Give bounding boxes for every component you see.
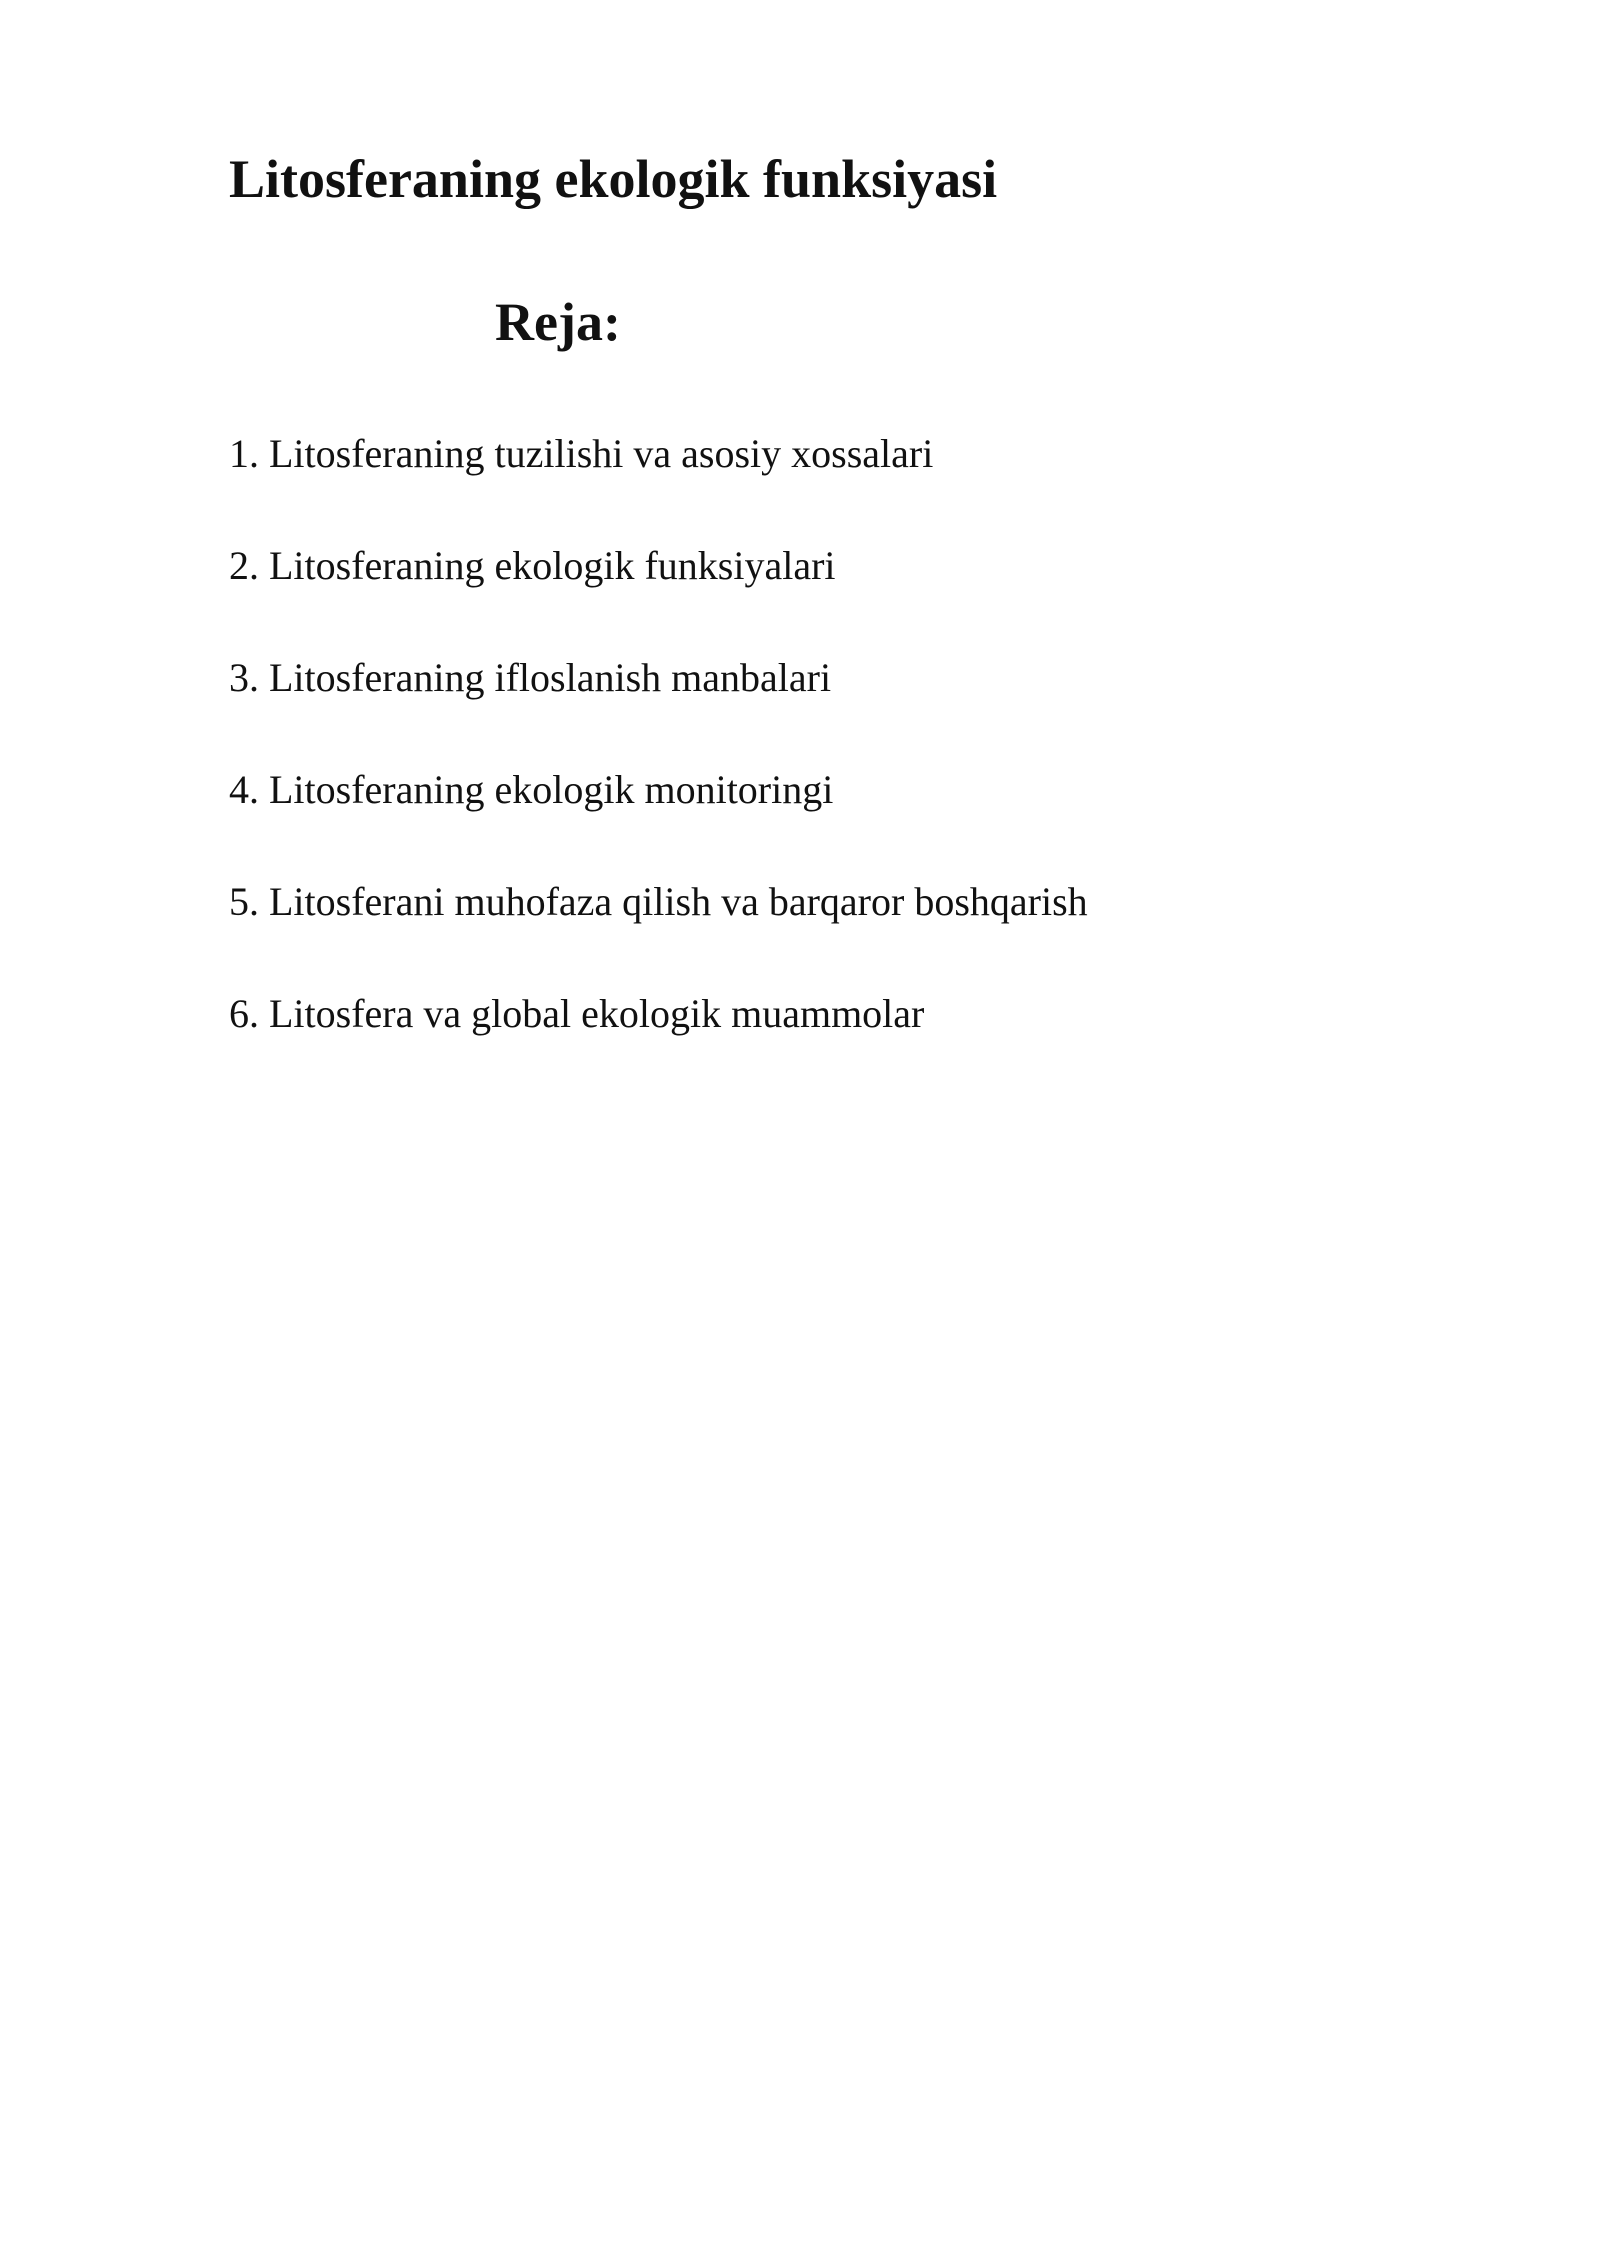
plan-item-6: 6. Litosfera va global ekologik muammolar — [229, 991, 925, 1036]
plan-item-4: 4. Litosferaning ekologik monitoringi — [229, 767, 834, 812]
plan-item-1: 1. Litosferaning tuzilishi va asosiy xossalari — [229, 431, 934, 476]
plan-item-3: 3. Litosferaning ifloslanish manbalari — [229, 655, 832, 700]
document-title: Litosferaning ekologik funksiyasi — [229, 149, 998, 209]
plan-item-5: 5. Litosferani muhofaza qilish va barqaror boshqarish — [229, 879, 1088, 924]
plan-item-2: 2. Litosferaning ekologik funksiyalari — [229, 543, 836, 588]
plan-heading: Reja: — [495, 292, 621, 352]
plan-list — [229, 430, 1088, 1102]
